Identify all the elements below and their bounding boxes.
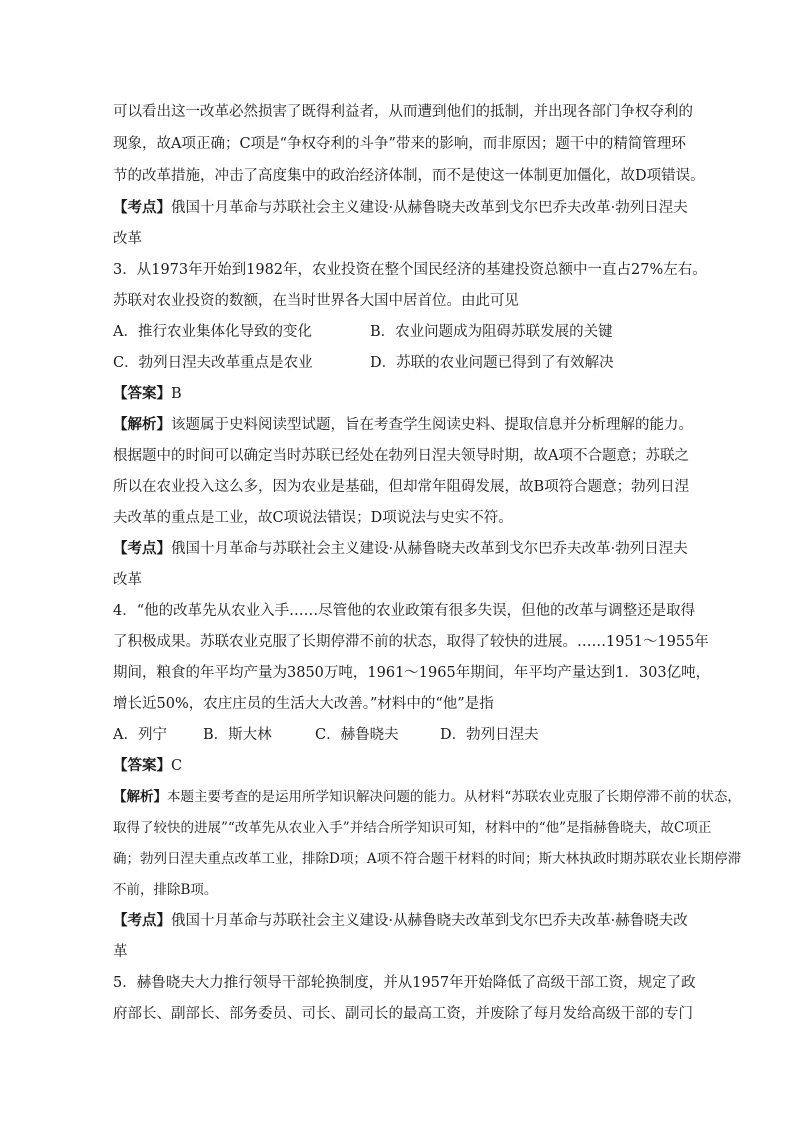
q4-option-c: C．赫鲁晓夫 (315, 727, 399, 743)
q4-stem-4: 增长近50%，农庄庄员的生活大大改善。”材料中的“他”是指 (113, 696, 494, 712)
q4-answer (113, 756, 182, 776)
q3-analysis-4: 夫改革的重点是工业，故C项说法错误；D项说法与史实不符。 (113, 510, 513, 526)
q4-stem-3: 期间，粮食的年平均产量为3850万吨，1961～1965年期间，年平均产量达到1．303亿吨， (113, 665, 711, 681)
q3-option-d: D．苏联的农业问题已得到了有效解决 (370, 355, 614, 371)
q3-stem-1: 3．从1973年开始到1982年，农业投资在整个国民经济的基建投资总额中一直占27%左右。 (113, 262, 707, 278)
q4-analysis-2: 取得了较快的进展”“改革先从农业入手”并结合所学知识可知，材料中的“他”是指赫鲁晓夫，故C项正 (113, 820, 712, 836)
intro-line-1: 可以看出这一改革必然损害了既得利益者，从而遭到他们的抵制，并出现各部门争权夺利的 (113, 104, 693, 120)
analysis-label: 【解析】 (113, 417, 171, 433)
q4-analysis-3: 确；勃列日涅夫重点改革工业，排除D项；A项不符合题干材料的时间；斯大林执政时期苏联农业长期停滞 (113, 851, 742, 867)
q4-option-a: A．列宁 (113, 727, 167, 743)
kaodian-label: 【考点】 (113, 913, 171, 929)
q3-option-a: A．推行农业集体化导致的变化 (113, 324, 312, 340)
q3-answer (113, 384, 182, 404)
q5-stem-2: 府部长、副部长、部务委员、司长、副司长的最高工资，并废除了每月发给高级干部的专门 (113, 1006, 693, 1022)
answer-label: 【答案】 (113, 386, 171, 402)
q4-option-b: B．斯大林 (203, 727, 272, 743)
q3-analysis-1 (113, 415, 693, 435)
q4-stem-2: 了积极成果。苏联农业克服了长期停滞不前的状态，取得了较快的进展。……1951～1955年 (113, 634, 709, 650)
q3-option-b: B．农业问题成为阻碍苏联发展的关键 (370, 324, 613, 340)
q4-kaodian-cont: 革 (113, 944, 128, 960)
intro-line-3: 节的改革措施，冲击了高度集中的政治经济体制，而不是使这一体制更加僵化，故D项错误。 (113, 168, 705, 184)
q4-analysis-1 (113, 787, 741, 807)
answer-label: 【答案】 (113, 758, 171, 774)
q3-analysis-3: 所以在农业投入这么多，因为农业是基础，但却常年阻碍发展，故B项符合题意；勃列日涅 (113, 479, 690, 495)
q3-stem-2: 苏联对农业投资的数额，在当时世界各大国中居首位。由此可见 (113, 293, 519, 309)
q4-analysis-4: 不前，排除B项。 (113, 882, 218, 898)
q3-option-c: C．勃列日涅夫改革重点是农业 (113, 355, 313, 371)
kaodian-text: 俄国十月革命与苏联社会主义建设·从赫鲁晓夫改革到戈尔巴乔夫改革·赫鲁晓夫改 (171, 913, 688, 929)
answer-value: B (171, 386, 182, 402)
answer-value: C (171, 758, 183, 774)
intro-kaodian-cont: 改革 (113, 231, 142, 247)
q3-analysis-2: 根据题中的时间可以确定当时苏联已经处在勃列日涅夫领导时期，故A项不合题意；苏联之 (113, 448, 689, 464)
analysis-text: 本题主要考查的是运用所学知识解决问题的能力。从材料“苏联农业克服了长期停滞不前的状态， (167, 789, 741, 805)
kaodian-label: 【考点】 (113, 200, 171, 216)
q3-kaodian-cont: 改革 (113, 572, 142, 588)
q4-option-d: D．勃列日涅夫 (440, 727, 539, 743)
kaodian-label: 【考点】 (113, 541, 171, 557)
q5-stem-1: 5．赫鲁晓夫大力推行领导干部轮换制度，并从1957年开始降低了高级干部工资，规定了政 (113, 975, 696, 991)
analysis-text: 该题属于史料阅读型试题，旨在考查学生阅读史料、提取信息并分析理解的能力。 (171, 417, 693, 433)
q3-kaodian (113, 539, 688, 559)
q4-stem-1: 4．“他的改革先从农业入手……尽管他的农业政策有很多失误，但他的改革与调整还是取得 (113, 603, 696, 619)
intro-kaodian (113, 198, 688, 218)
kaodian-text: 俄国十月革命与苏联社会主义建设·从赫鲁晓夫改革到戈尔巴乔夫改革·勃列日涅夫 (171, 200, 688, 216)
analysis-label: 【解析】 (113, 789, 167, 805)
kaodian-text: 俄国十月革命与苏联社会主义建设·从赫鲁晓夫改革到戈尔巴乔夫改革·勃列日涅夫 (171, 541, 688, 557)
intro-line-2: 现象，故A项正确；C项是“争权夺利的斗争”带来的影响，而非原因；题干中的精简管理环 (113, 136, 686, 152)
q4-kaodian (113, 911, 688, 931)
